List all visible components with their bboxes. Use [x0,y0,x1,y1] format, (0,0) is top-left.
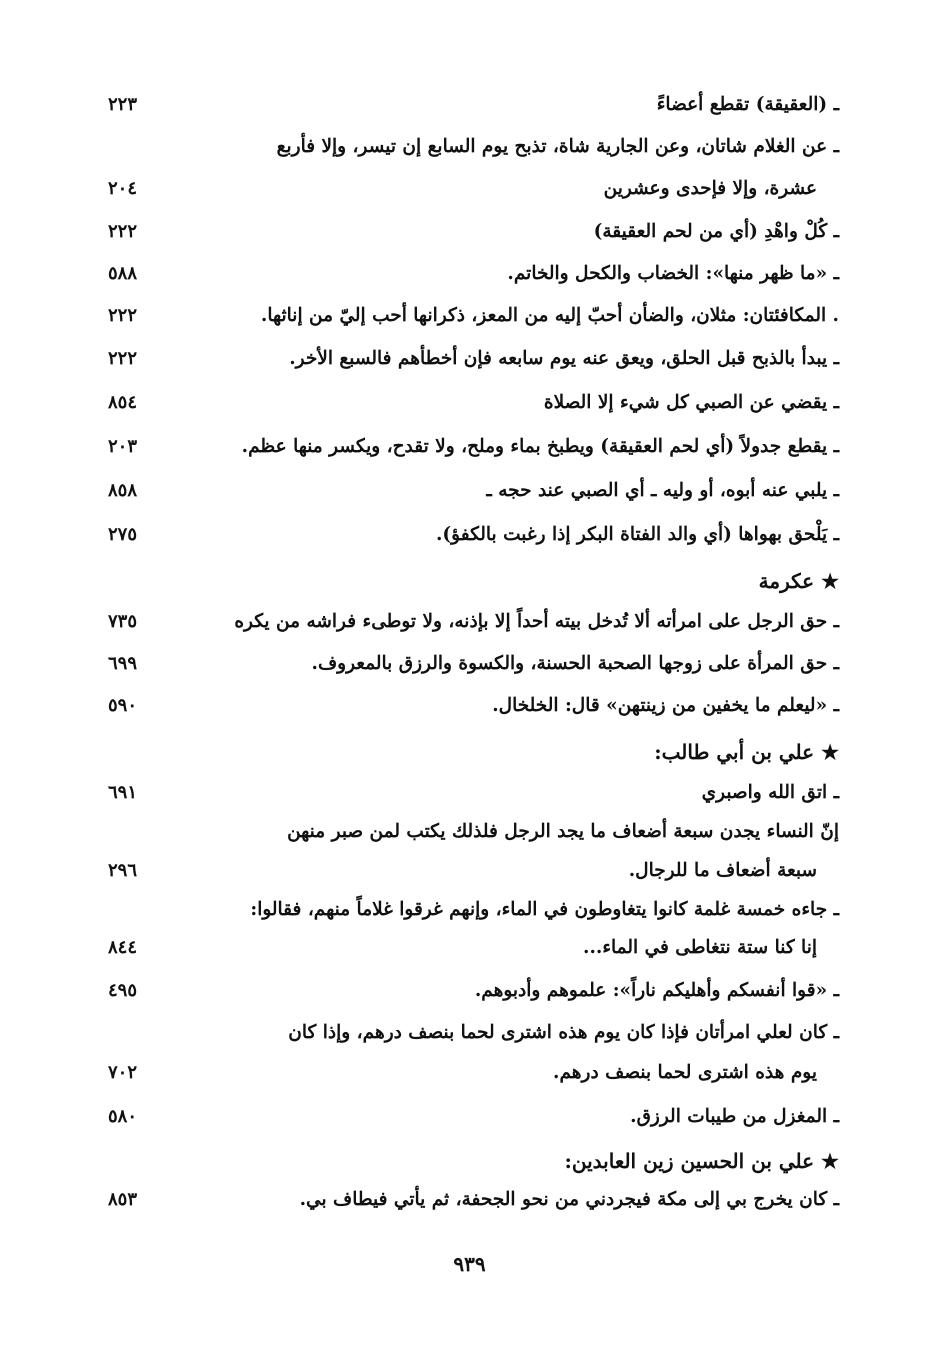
entry-text: ـ يقضي عن الصبي كل شيء إلا الصلاة [543,392,839,413]
entry-text-continuation: عشرة، وإلا فإحدى وعشرين [603,178,817,199]
entry-text: . المكافئتان: مثلان، والضأن أحبّ إليه من المعز، ذكرانها أحب إليّ من إناثها. [260,305,839,326]
page-reference: ٥٨٨ [108,263,138,284]
index-line [0,297,939,337]
page-reference: ٨٥٤ [108,392,138,413]
entry-text-continuation: إنا كنا ستة نتغاطى في الماء... [583,937,817,958]
index-line [0,516,939,556]
entry-text: ـ جاءه خمسة غلمة كانوا يتغاوطون في الماء، وإنهم غرقوا غلاماً منهم، فقالوا: [250,899,839,920]
entry-text: ـ «ليعلم ما يخفين من زينتهن» قال: الخلخال. [492,695,839,716]
page-reference: ٨٥٣ [108,1189,138,1210]
index-line [0,852,939,892]
page-reference: ٦٩٩ [108,653,138,674]
page-reference: ٢٢٢ [108,221,138,242]
index-line [0,929,939,969]
page-reference: ٢٢٢ [108,348,138,369]
section-heading: ★ علي بن الحسين زين العابدين: [564,1149,839,1173]
index-line [0,384,939,424]
entry-text: ـ «قوا أنفسكم وأهليكم ناراً»: علموهم وأدبوهم. [474,980,839,1001]
page-number: ٩٣٩ [453,1252,486,1276]
entry-text: ـ كان يخرج بي إلى مكة فيجردني من نحو الجحفة، ثم يأتي فيطاف بي. [299,1189,839,1210]
entry-text: ـ «ما ظهر منها»: الخضاب والكحل والخاتم. [507,263,839,284]
entry-text: إنّ النساء يجدن سبعة أضعاف ما يجد الرجل فلذلك يكتب لمن صبر منهن [287,821,839,842]
page-reference: ٧٠٢ [108,1062,138,1083]
index-line [0,128,939,168]
index-line [0,213,939,253]
page-reference: ٧٣٥ [108,611,138,632]
page-reference: ٥٩٠ [108,695,138,716]
entry-text: ـ يقطع جدولاً (أي لحم العقيقة) ويطبخ بماء وملح، ولا تقدح، ويكسر منها عظم. [241,436,839,457]
entry-text: ـ يلبي عنه أبوه، أو وليه ـ أي الصبي عند حجه ـ [486,480,839,501]
index-line [0,428,939,468]
index-line [0,86,939,126]
section-heading-line [0,562,939,602]
index-line [0,1054,939,1094]
section-heading-line [0,1142,939,1182]
section-heading: ★ عكرمة [758,569,839,593]
page-reference: ٢٢٢ [108,305,138,326]
index-line [0,472,939,512]
index-line [0,1014,939,1054]
index-line [0,340,939,380]
index-line [0,813,939,853]
page-reference: ٤٩٥ [108,980,138,1001]
index-line [0,255,939,295]
entry-text: ـ (العقيقة) تقطع أعضاءً [656,94,839,115]
entry-text: ـ كُلْ واهْدِ (أي من لحم العقيقة) [593,221,839,242]
page-reference: ٥٨٠ [108,1106,138,1127]
page-reference: ٢٠٣ [108,436,138,457]
index-line [0,1181,939,1221]
entry-text: ـ يَلْحق بهواها (أي والد الفتاة البكر إذا رغبت بالكفؤ). [435,524,839,545]
index-line [0,774,939,814]
entry-text: ـ حق المرأة على زوجها الصحبة الحسنة، والكسوة والرزق بالمعروف. [311,653,839,674]
index-line [0,1098,939,1138]
page-reference: ٢٢٣ [108,94,138,115]
entry-text: ـ يبدأ بالذبح قبل الحلق، ويعق عنه يوم سابعه فإن أخطأهم فالسبع الأخر. [289,348,839,369]
entry-text-continuation: سبعة أضعاف ما للرجال. [628,860,817,881]
section-heading-line [0,733,939,773]
entry-text: ـ كان لعلي امرأتان فإذا كان يوم هذه اشترى لحما بنصف درهم، وإذا كان [288,1022,839,1043]
index-line [0,645,939,685]
entry-text-continuation: يوم هذه اشترى لحما بنصف درهم. [553,1062,817,1083]
entry-text: ـ عن الغلام شاتان، وعن الجارية شاة، تذبح يوم السابع إن تيسر، وإلا فأربع [276,136,839,157]
index-line [0,170,939,210]
page-reference: ٦٩١ [108,782,138,803]
page-reference: ٢٠٤ [108,178,138,199]
index-line [0,603,939,643]
page-reference: ٢٩٦ [108,860,138,881]
index-line [0,687,939,727]
index-line [0,891,939,931]
section-heading: ★ علي بن أبي طالب: [654,740,839,764]
page-reference: ٨٤٤ [108,937,138,958]
entry-text: ـ حق الرجل على امرأته ألا تُدخل بيته أحداً إلا بإذنه، ولا توطىء فراشه من يكره [234,611,839,632]
index-line [0,972,939,1012]
page-reference: ٨٥٨ [108,480,138,501]
entry-text: ـ اتق الله واصبري [701,782,839,803]
entry-text: ـ المغزل من طيبات الرزق. [630,1106,839,1127]
page-reference: ٢٧٥ [108,524,138,545]
